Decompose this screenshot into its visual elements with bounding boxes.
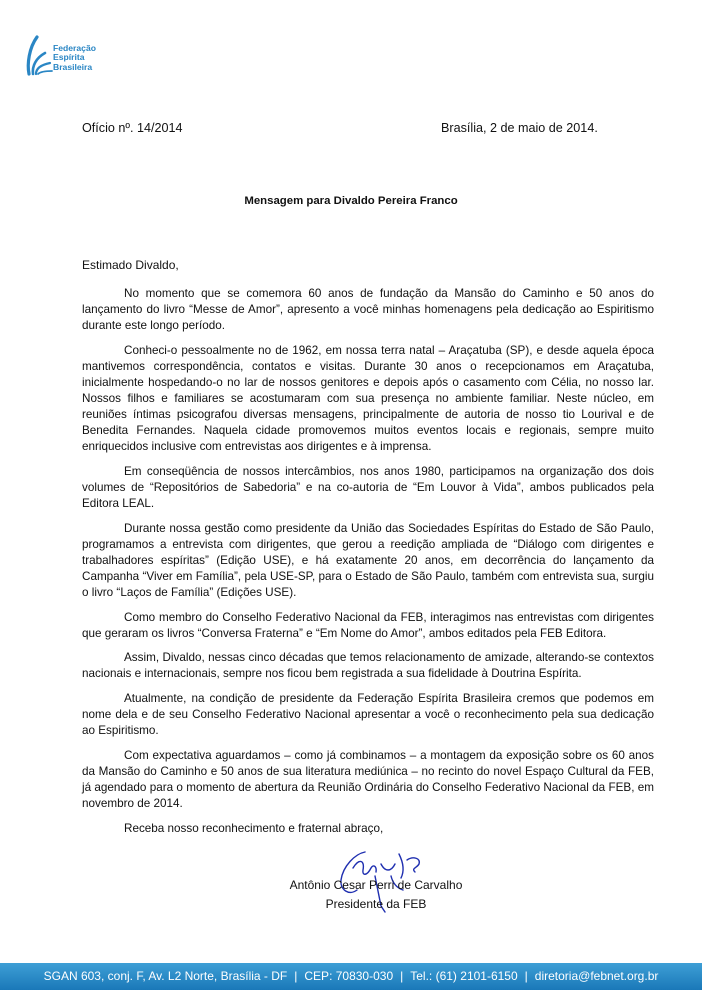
- paragraph-2: Conheci-o pessoalmente no de 1962, em nossa terra natal – Araçatuba (SP), e desde aquela época mantivemos correspondência, contatos e visitas. Durante 30 anos o recepcionamos em Araçatuba, inicialmente hospedando-o no lar de nossos genitores e depois após o casamento com Célia, no nosso lar. Nossos filhos e familiares se acostumaram com sua presença no ambiente familiar. Neste núcleo, em reuniões íntimas psicografou diversas mensagens, principalmente de autoria de nosso tio Lourival e de Benedita Fernandes. Naquela cidade promovemos muitos eventos locais e regionais, sempre muito enriquecidos inclusive com entrevistas aos dirigentes e à imprensa.: [82, 343, 654, 454]
- logo-line-1: Federação: [53, 43, 96, 53]
- paragraph-4: Durante nossa gestão como presidente da União das Sociedades Espíritas do Estado de São Paulo, programamos a entrevista com dirigentes, que gerou a reedição ampliada de “Diálogo com dirigentes e trabalhadores espíritas” (Edição USE), e há exatamente 20 anos, em decorrência do lançamento da Campanha “Viver em Família”, pela USE-SP, para o Estado de São Paulo, também com entrevista sua, surgiu o livro “Laços de Família” (Edições USE).: [82, 521, 654, 600]
- letter-body: [82, 286, 654, 845]
- footer-address: SGAN 603, conj. F, Av. L2 Norte, Brasília - DF: [43, 969, 288, 983]
- letter-title: Mensagem para Divaldo Pereira Franco: [244, 195, 458, 207]
- footer-separator: |: [524, 969, 528, 983]
- place-date: Brasília, 2 de maio de 2014.: [441, 121, 598, 135]
- footer-cep: CEP: 70830-030: [304, 969, 394, 983]
- footer-bar: [0, 963, 702, 990]
- paragraph-3: Em conseqüência de nossos intercâmbios, nos anos 1980, participamos na organização dos dois volumes de “Repositórios de Sabedoria” e na co-autoria de “Em Louvor à Vida”, ambos publicados pela Editora LEAL.: [82, 464, 654, 511]
- footer-phone: Tel.: (61) 2101-6150: [410, 969, 518, 983]
- greeting: Estimado Divaldo,: [82, 258, 179, 272]
- paragraph-7: Atualmente, na condição de presidente da Federação Espírita Brasileira cremos que podemos em nome dela e de seu Conselho Federativo Nacional apresentar a você o reconhecimento pela sua dedicação ao Espiritismo.: [82, 692, 654, 738]
- signer-role: Presidente da FEB: [325, 897, 427, 911]
- paragraph-1: No momento que se comemora 60 anos de fundação da Mansão do Caminho e 50 anos do lançamento do livro “Messe de Amor”, apresento a você minhas homenagens pela dedicação ao Espiritismo durante este longo período.: [82, 287, 654, 333]
- signer-name: Antônio Cesar Perri de Carvalho: [289, 878, 463, 892]
- paragraph-8: Com expectativa aguardamos – como já combinamos – a montagem da exposição sobre os 60 anos da Mansão do Caminho e 50 anos de sua literatura mediúnica – no recinto do novel Espaço Cultural da FEB, já agendado para o momento de abertura da Reunião Ordinária do Conselho Federativo Nacional da FEB, em novembro de 2014.: [82, 748, 654, 811]
- paragraph-5: Como membro do Conselho Federativo Nacional da FEB, interagimos nas entrevistas com dirigentes que geraram os livros “Conversa Fraterna” e “Em Nome do Amor”, ambos editados pela FEB Editora.: [82, 610, 654, 640]
- footer-separator: |: [400, 969, 404, 983]
- paragraph-6: Assim, Divaldo, nessas cinco décadas que temos relacionamento de amizade, alterando-se contextos nacionais e internacionais, sempre nos ficou bem registrada a sua fidelidade à Doutrina Espírita.: [82, 651, 654, 681]
- office-number: Ofício nº. 14/2014: [82, 121, 183, 135]
- feb-swoosh-icon: [24, 34, 54, 76]
- footer-email-link[interactable]: diretoria@febnet.org.br: [534, 969, 659, 983]
- logo-line-2: Espírita: [53, 52, 85, 63]
- logo-text: [53, 44, 96, 72]
- footer-separator: |: [294, 969, 298, 983]
- logo-line-3: Brasileira: [53, 61, 93, 72]
- closing-line: Receba nosso reconhecimento e fraternal abraço,: [124, 821, 384, 835]
- feb-logo: [24, 34, 124, 78]
